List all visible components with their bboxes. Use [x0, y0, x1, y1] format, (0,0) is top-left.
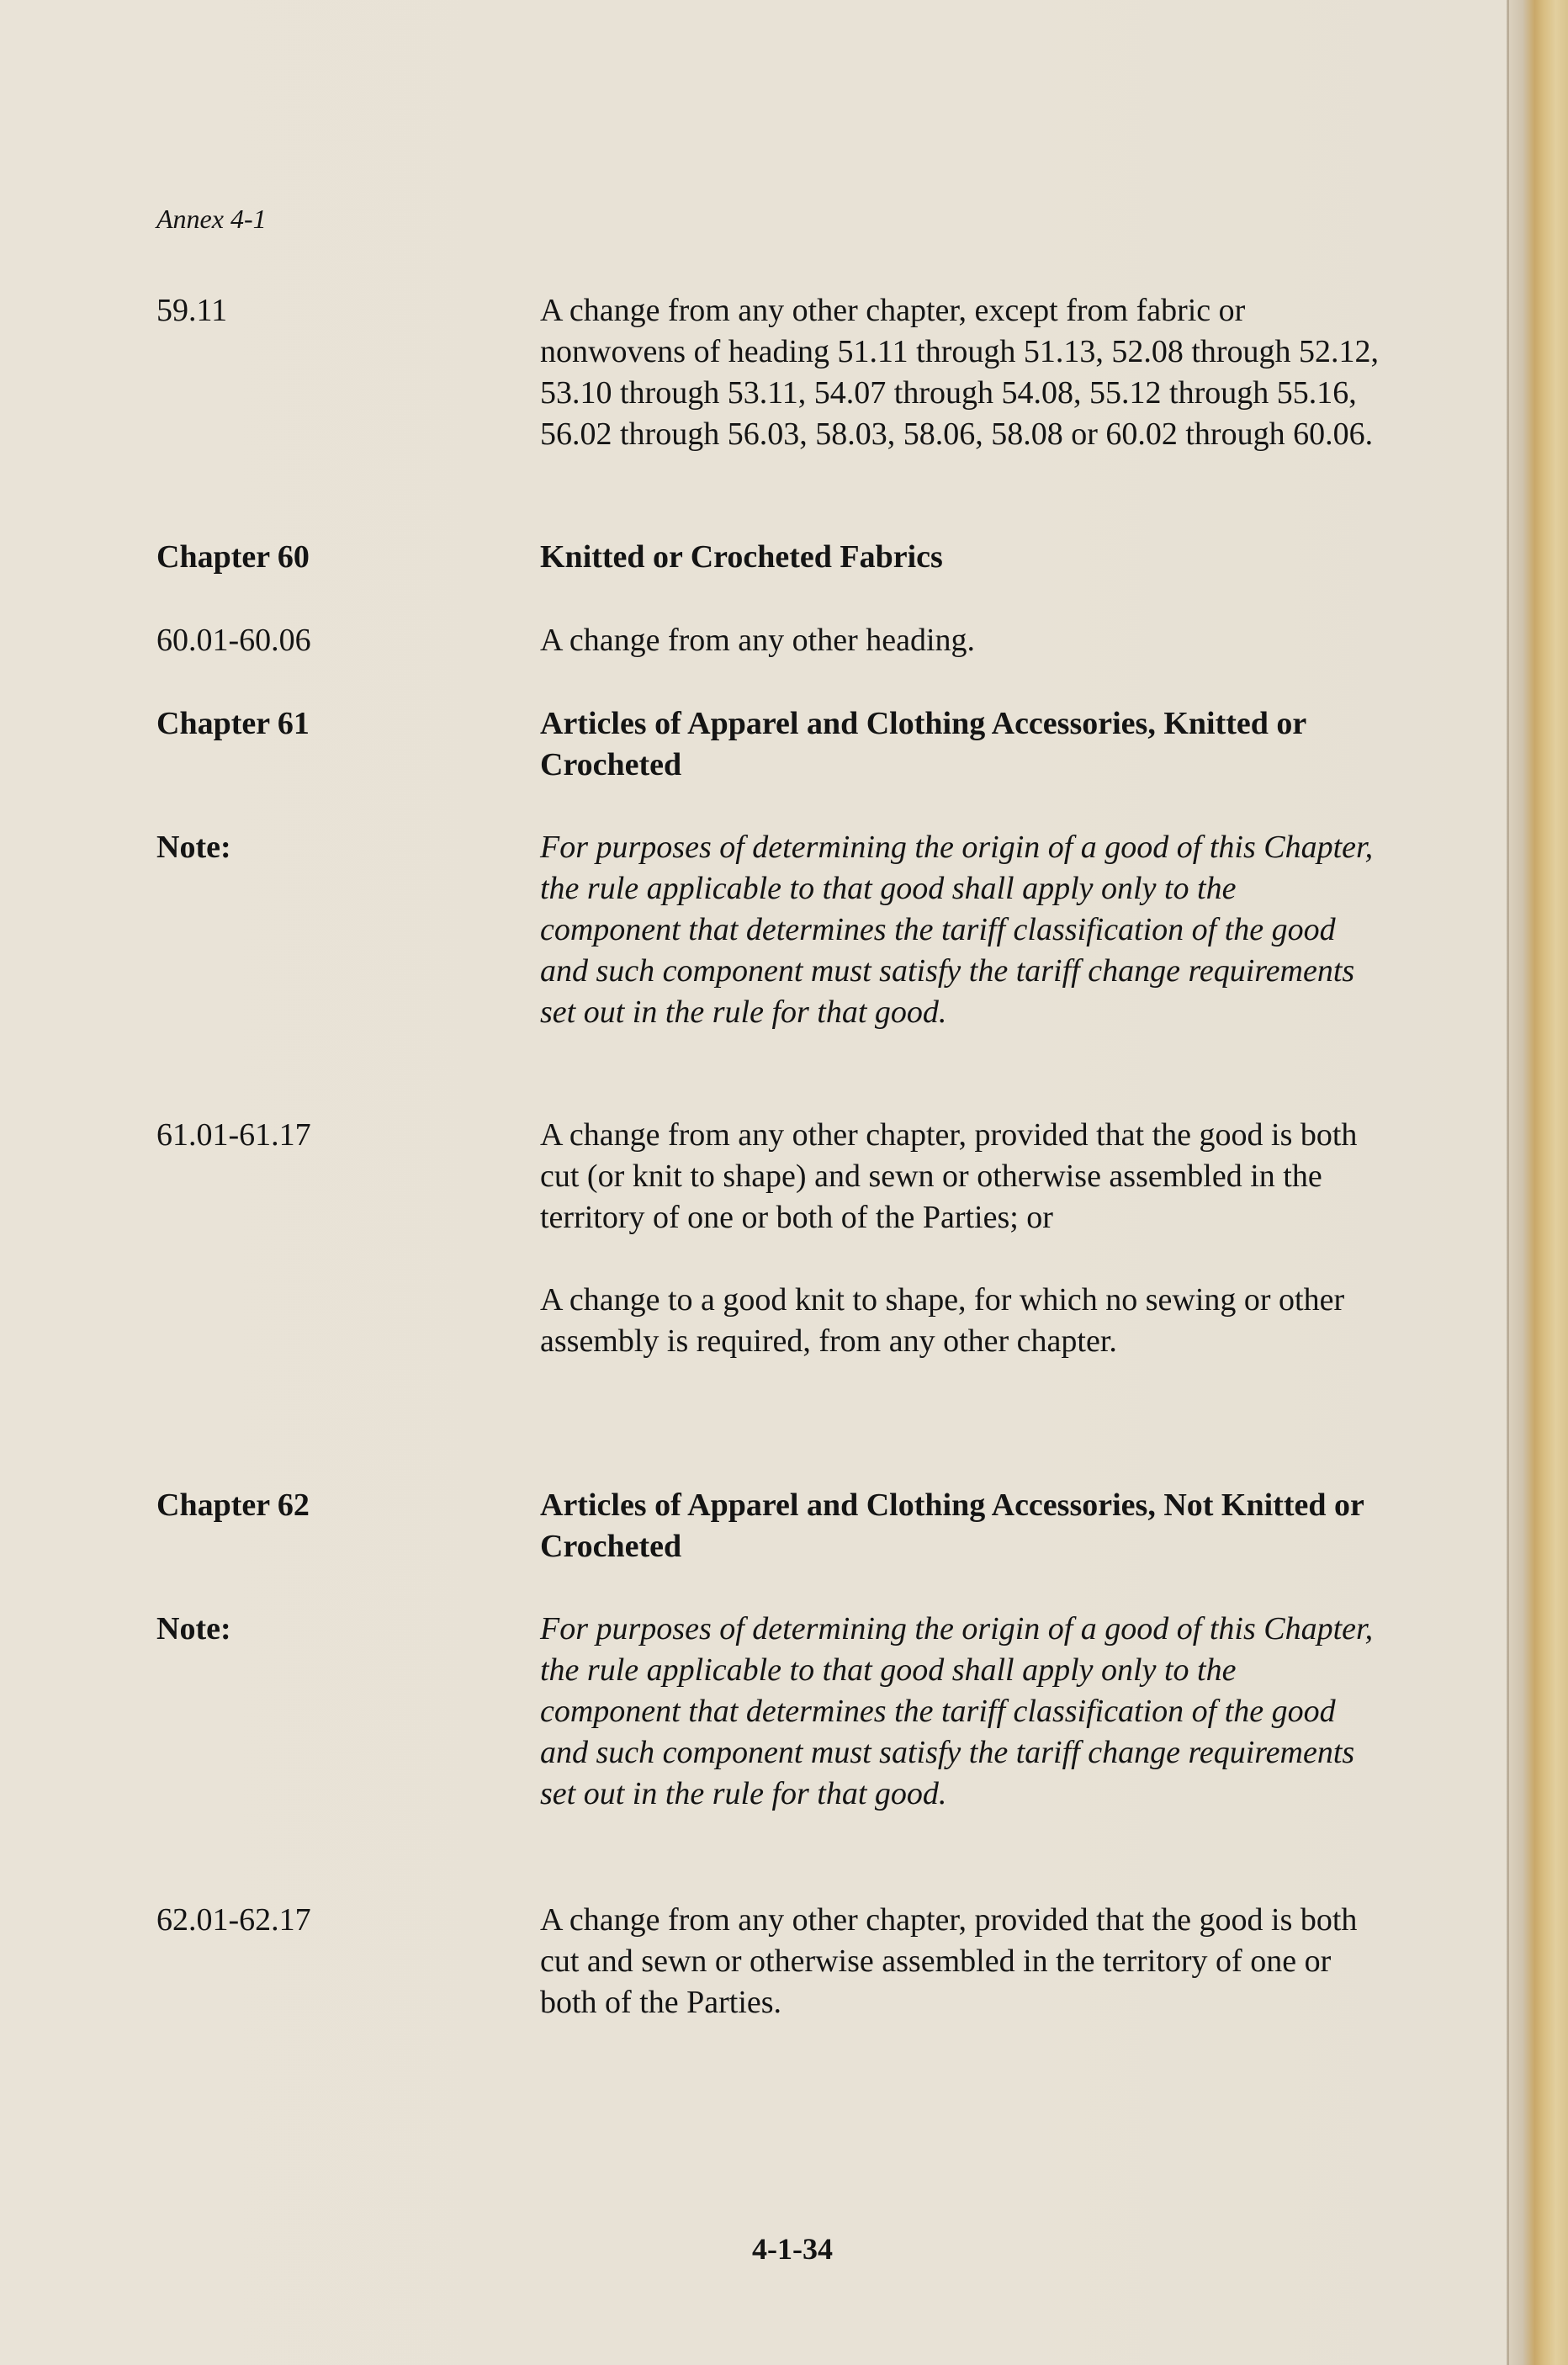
chapter-title: [540, 537, 1381, 578]
rule-paragraph: A change to a good knit to shape, for which no sewing or other assembly is required, from any other chapter.: [540, 1282, 1345, 1359]
rule-paragraph: A change from any other heading.: [540, 623, 976, 658]
chapter-title-text: Articles of Apparel and Clothing Accessories, Not Knitted or Crocheted: [540, 1487, 1364, 1564]
chapter-label: Chapter 60: [156, 539, 310, 575]
rule-text: [540, 290, 1381, 455]
note-text: [540, 1609, 1381, 1815]
heading-code: 60.01-60.06: [156, 623, 311, 658]
page-number-text: 4-1-34: [752, 2232, 833, 2266]
chapter-title: [540, 1485, 1381, 1567]
page-number: [0, 2231, 1568, 2267]
page-binding-edge: [1507, 0, 1568, 2365]
rule-paragraph: A change from any other chapter, provided that the good is both cut and sewn or otherwise assembled in the territory of one or both of the Parties.: [540, 1902, 1358, 2020]
note-label: Note:: [156, 830, 231, 865]
chapter-label: Chapter 62: [156, 1487, 310, 1523]
rule-text: [540, 1115, 1381, 1362]
heading-code: 59.11: [156, 293, 228, 328]
note-paragraph: For purposes of determining the origin of a good of this Chapter, the rule applicable to that good shall apply only to the component that determines the tariff classification of the good and such component must satisfy the tariff change requirements set out in the rule for that good.: [540, 1611, 1374, 1811]
rule-paragraph: A change from any other chapter, provided that the good is both cut (or knit to shape) and sewn or otherwise assembled in the territory of one or both of the Parties; or: [540, 1117, 1358, 1235]
heading-code: 61.01-61.17: [156, 1117, 311, 1153]
heading-code: 62.01-62.17: [156, 1902, 311, 1938]
note-text: [540, 827, 1381, 1033]
chapter-title: [540, 703, 1381, 786]
chapter-title-text: Knitted or Crocheted Fabrics: [540, 539, 943, 575]
note-paragraph: For purposes of determining the origin of a good of this Chapter, the rule applicable to that good shall apply only to the component that determines the tariff classification of the good and such component must satisfy the tariff change requirements set out in the rule for that good.: [540, 830, 1374, 1030]
chapter-title-text: Articles of Apparel and Clothing Accessories, Knitted or Crocheted: [540, 706, 1306, 782]
rule-text: [540, 620, 1381, 661]
annex-header: Annex 4-1: [156, 204, 267, 234]
note-label: Note:: [156, 1611, 231, 1646]
page-fold-line: [1507, 0, 1509, 2365]
rule-text: [540, 1900, 1381, 2023]
chapter-label: Chapter 61: [156, 706, 310, 741]
rule-paragraph: A change from any other chapter, except from fabric or nonwovens of heading 51.11 through 51.13, 52.08 through 52.12, 53.10 through 53.11, 54.07 through 54.08, 55.12 through 55.16, 56.02 through 56.03, 58.03, 58.06, 58.08 or 60.02 through 60.06.: [540, 293, 1380, 452]
